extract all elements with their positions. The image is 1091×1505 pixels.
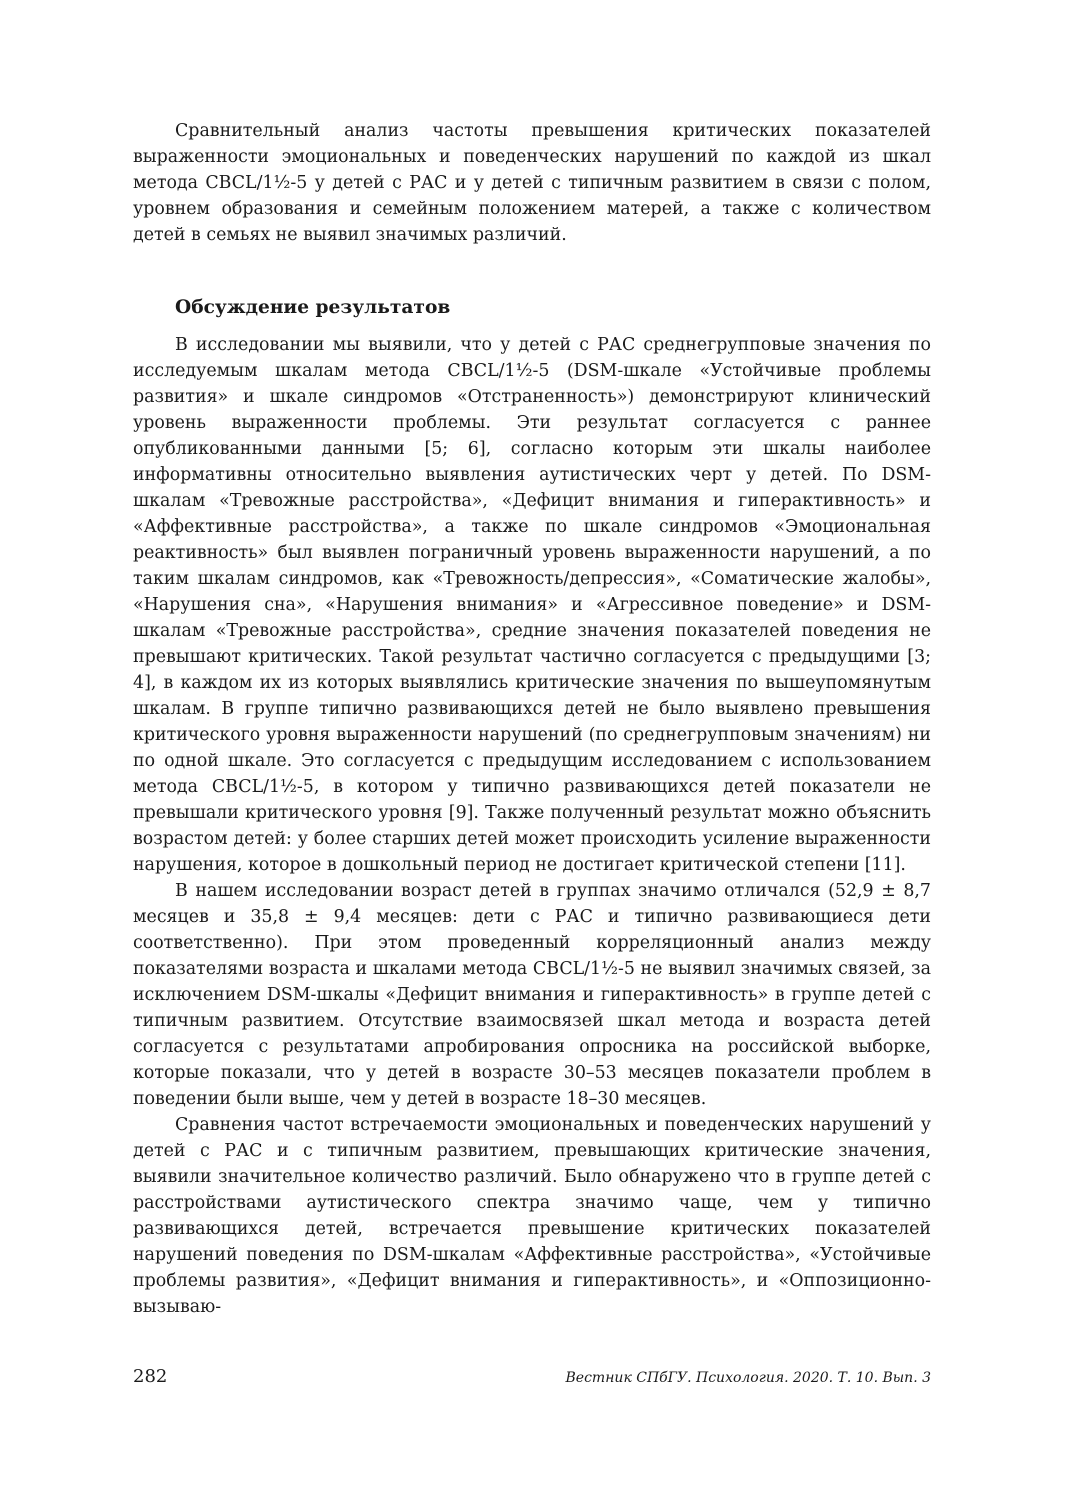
- page-footer: [133, 1364, 931, 1390]
- paragraph-discussion-results: В исследовании мы выявили, что у детей с РАС среднегрупповые значения по исследуемым шкалам метода CBCL/1½-5 (DSM-шкале «Устойчивые проблемы развития» и шкале синдромов «Отстраненность») демонстрируют клинический уровень выраженности проблемы. Эти результат согласуется с раннее опубликованными данными [5; 6], согласно которым эти шкалы наиболее информативны относительно выявления аутистических черт у детей. По DSM-шкалам «Тревожные расстройства», «Дефицит внимания и гиперактивность» и «Аффективные расстройства», а также по шкале синдромов «Эмоциональная реактивность» был выявлен пограничный уровень выраженности нарушений, а по таким шкалам синдромов, как «Тревожность/депрессия», «Соматические жалобы», «Нарушения сна», «Нарушения внимания» и «Агрессивное поведение» и DSM-шкалам «Тревожные расстройства», средние значения показателей поведения не превышают критических. Такой результат частично согласуется с предыдущими [3; 4], в каждом их из которых выявлялись критические значения по вышеупомянутым шкалам. В группе типично развивающихся детей не было выявлено превышения критического уровня выраженности нарушений (по среднегрупповым значениям) ни по одной шкале. Это согласуется с предыдущим исследованием с использованием метода CBCL/1½-5, в котором у типично развивающихся детей показатели не превышали критического уровня [9]. Также полученный результат можно объяснить возрастом детей: у более старших детей может происходить усиление выраженности нарушения, которое в дошкольный период не достигает критической степени [11].: [133, 335, 931, 875]
- article-body: [133, 118, 931, 1320]
- paragraph-age-differences: В нашем исследовании возраст детей в группах значимо отличался (52,9 ± 8,7 месяцев и 35,8 ± 9,4 месяцев: дети с РАС и типично развивающиеся дети соответственно). При этом проведенный корреляционный анализ между показателями возраста и шкалами метода CBCL/1½-5 не выявил значимых связей, за исключением DSM-шкалы «Дефицит внимания и гиперактивность» в группе детей с типичным развитием. Отсутствие взаимосвязей шкал метода и возраста детей согласуется с результатами апробирования опросника на российской выборке, которые показали, что у детей в возрасте 30–53 месяцев показатели проблем в поведении были выше, чем у детей в возрасте 18–30 месяцев.: [133, 881, 931, 1109]
- paragraph-comparative-analysis: Сравнительный анализ частоты превышения критических показателей выраженности эмоциональных и поведенческих нарушений по каждой из шкал метода CBCL/1½-5 у детей с РАС и у детей с типичным развитием в связи с полом, уровнем образования и семейным положением матерей, а также с количеством детей в семьях не выявил значимых различий.: [133, 121, 931, 245]
- section-heading: Обсуждение результатов: [175, 297, 451, 318]
- journal-running-title: Вестник СПбГУ. Психология. 2020. Т. 10. Вып. 3: [565, 1370, 931, 1386]
- page-number: 282: [133, 1366, 168, 1387]
- paragraph-frequency-comparison: Сравнения частот встречаемости эмоциональных и поведенческих нарушений у детей с РАС и с типичным развитием, превышающих критические значения, выявили значительное количество различий. Было обнаружено что в группе детей с расстройствами аутистического спектра значимо чаще, чем у типично развивающихся детей, встречается превышение критических показателей нарушений поведения по DSM-шкалам «Аффективные расстройства», «Устойчивые проблемы развития», «Дефицит внимания и гиперактивность», и «Оппозиционно-вызываю-: [133, 1115, 931, 1317]
